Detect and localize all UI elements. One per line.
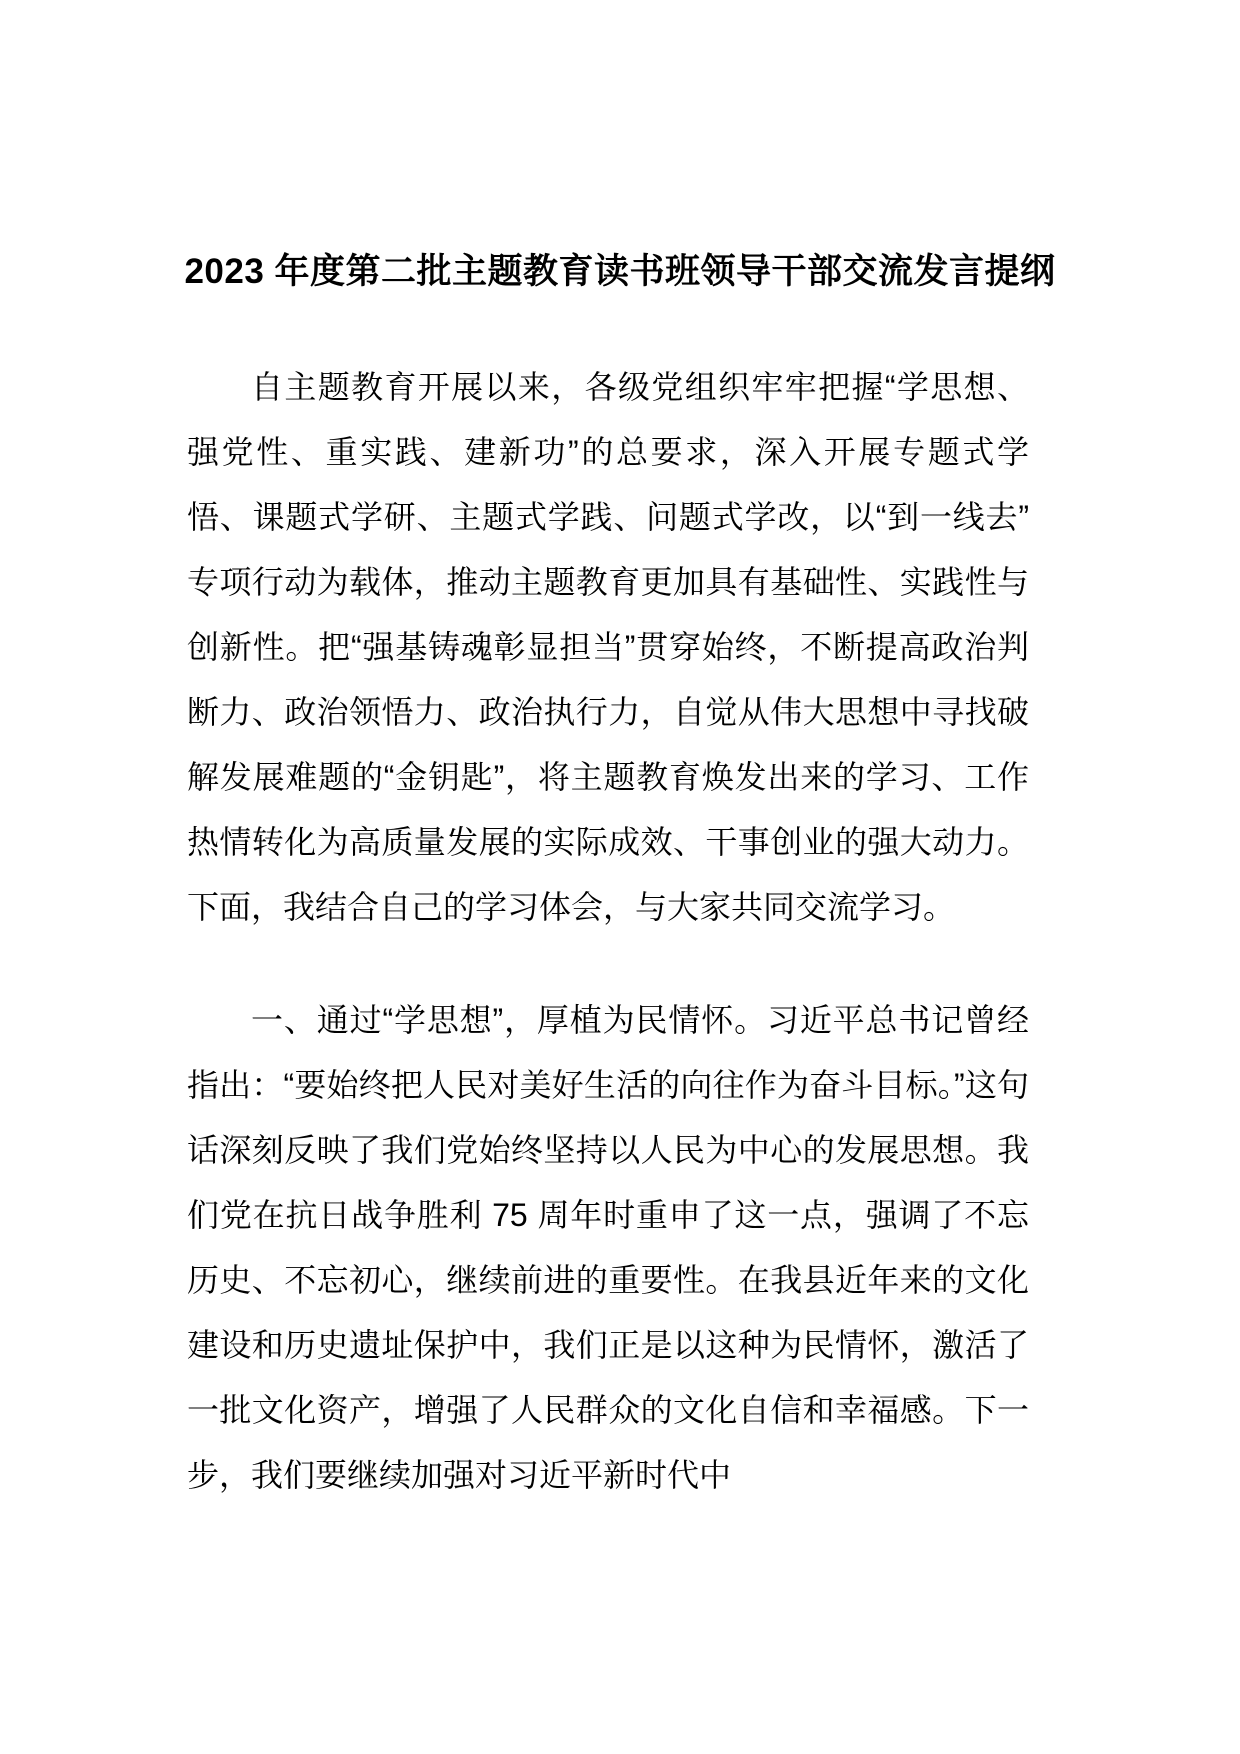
- document-title: 2023 年度第二批主题教育读书班领导干部交流发言提纲: [184, 252, 1056, 291]
- paragraph-section-1: 一、通过“学思想”，厚植为民情怀。习近平总书记曾经指出：“要始终把人民对美好生活的向往作为奋斗目标。”这句话深刻反映了我们党始终坚持以人民为中心的发展思想。我们党在抗日战争胜利 75 周年时重申了这一点，强调了不忘历史、不忘初心，继续前进的重要性。在我县近年来的文化建设和历史遗址保护中，我们正是以这种为民情怀，激活了一批文化资产，增强了人民群众的文化自信和幸福感。下一步，我们要继续加强对习近平新时代中: [187, 1002, 1029, 1493]
- document-body: [187, 355, 1029, 1508]
- paragraph-intro: 自主题教育开展以来，各级党组织牢牢把握“学思想、强党性、重实践、建新功”的总要求，深入开展专题式学悟、课题式学研、主题式学践、问题式学改，以“到一线去”专项行动为载体，推动主题教育更加具有基础性、实践性与创新性。把“强基铸魂彰显担当”贯穿始终，不断提高政治判断力、政治领悟力、政治执行力，自觉从伟大思想中寻找破解发展难题的“金钥匙”，将主题教育焕发出来的学习、工作热情转化为高质量发展的实际成效、干事创业的强大动力。下面，我结合自己的学习体会，与大家共同交流学习。: [187, 369, 1029, 925]
